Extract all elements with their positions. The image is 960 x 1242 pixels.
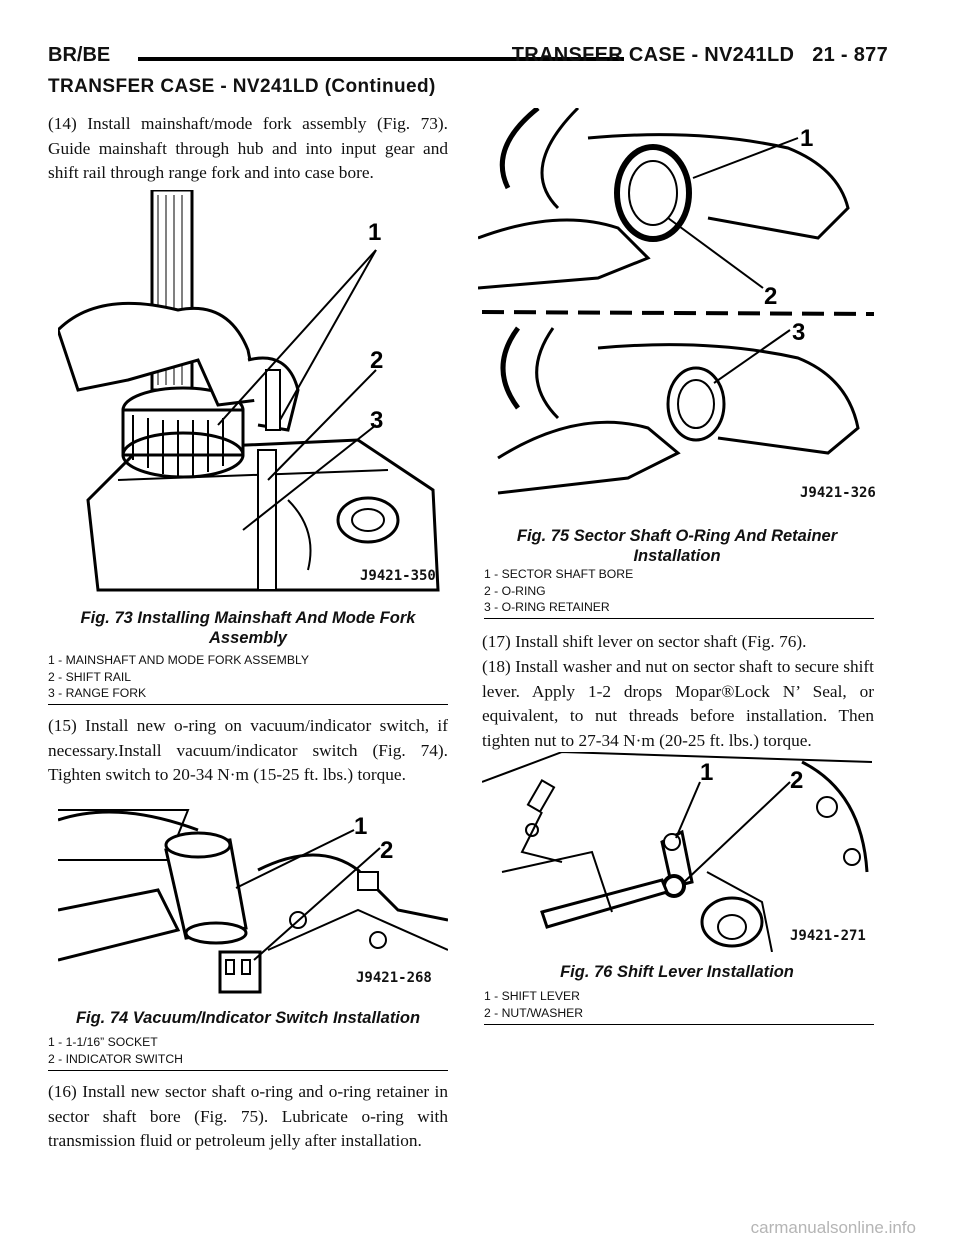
step-15: (15) Install new o-ring on vacuum/indicator switch, if necessary.Install vacuum/indicator switch (Fig. 74). Tighten switch to 20-34 N·m (15-25 ft. lbs.) torque. xyxy=(48,716,448,785)
fig76-callout-1: 1 xyxy=(700,759,714,786)
page-number: 21 - 877 xyxy=(812,44,888,66)
fig74-code: J9421-268 xyxy=(356,970,432,986)
fig75-caption-line2: Installation xyxy=(633,547,721,565)
fig75-code: J9421-326 xyxy=(800,485,876,501)
fig75-legend xyxy=(484,566,633,616)
fig75-callout-3: 3 xyxy=(792,319,806,346)
step-18: (18) Install washer and nut on sector shaft to secure shift lever. Apply 1-2 drops Mopar®Lock N’ Seal, or equivalent, to nut threads before installation. Then tighten nut to 27-34 N·m (20-25 ft. lbs.) torque. xyxy=(482,657,874,751)
fig76-rule xyxy=(484,1024,874,1025)
step-17: (17) Install shift lever on sector shaft (Fig. 76). xyxy=(482,632,807,651)
fig75-callout-2: 2 xyxy=(764,283,778,310)
fig75-caption xyxy=(482,526,872,566)
fig74-callout-2: 2 xyxy=(380,837,394,864)
fig73-caption-line1: Fig. 73 Installing Mainshaft And Mode Fork xyxy=(80,609,416,627)
fig75-legend-item: 2 - O-RING xyxy=(484,583,546,598)
fig74-callout-1: 1 xyxy=(354,813,368,840)
fig76-caption: Fig. 76 Shift Lever Installation xyxy=(560,963,794,981)
fig76-illustration xyxy=(482,752,872,952)
header-section-code: BR/BE xyxy=(48,44,111,66)
step-14: (14) Install mainshaft/mode fork assembly (Fig. 73). Guide mainshaft through hub and into input gear and shift rail through range fork and into case bore. xyxy=(48,114,448,183)
fig73-code: J9421-350 xyxy=(360,568,436,584)
fig73-illustration xyxy=(58,190,448,600)
fig75-callout-1: 1 xyxy=(800,125,814,152)
fig76-legend-item: 1 - SHIFT LEVER xyxy=(484,989,580,1003)
fig73-legend-item: 2 - SHIFT RAIL xyxy=(48,669,132,684)
fig73-callout-1: 1 xyxy=(368,219,382,246)
fig75-illustration xyxy=(478,108,878,498)
fig73-caption-line2: Assembly xyxy=(209,629,287,647)
fig74-legend-item: 1 - 1-1/16” SOCKET xyxy=(48,1035,158,1049)
fig73-legend-item: 3 - RANGE FORK xyxy=(48,686,147,700)
fig74-legend-item: 2 - INDICATOR SWITCH xyxy=(48,1051,183,1066)
footer-watermark[interactable]: carmanualsonline.info xyxy=(750,1218,916,1237)
fig73-legend-item: 1 - MAINSHAFT AND MODE FORK ASSEMBLY xyxy=(48,653,309,667)
step-16: (16) Install new sector shaft o-ring and o-ring retainer in sector shaft bore (Fig. 75). Lubricate o-ring with transmission fluid or petroleum jelly after installation. xyxy=(48,1082,448,1151)
fig73-caption xyxy=(48,608,448,648)
section-subheader: TRANSFER CASE - NV241LD (Continued) xyxy=(48,76,436,97)
fig76-legend xyxy=(484,988,583,1021)
fig73-rule xyxy=(48,704,448,705)
fig75-rule xyxy=(484,618,874,619)
fig73-legend xyxy=(48,652,309,702)
header-title xyxy=(512,44,888,67)
fig75-legend-item: 1 - SECTOR SHAFT BORE xyxy=(484,567,634,581)
fig76-code: J9421-271 xyxy=(790,928,866,944)
fig75-caption-line1: Fig. 75 Sector Shaft O-Ring And Retainer xyxy=(516,527,838,545)
fig75-legend-item: 3 - O-RING RETAINER xyxy=(484,600,610,614)
fig76-callout-2: 2 xyxy=(790,767,804,794)
fig76-legend-item: 2 - NUT/WASHER xyxy=(484,1005,584,1020)
fig74-caption: Fig. 74 Vacuum/Indicator Switch Installation xyxy=(75,1009,421,1027)
fig73-callout-3: 3 xyxy=(370,407,384,434)
fig74-legend xyxy=(48,1034,183,1067)
fig73-callout-2: 2 xyxy=(370,347,384,374)
header-chapter-title: TRANSFER CASE - NV241LD xyxy=(511,44,795,66)
fig74-rule xyxy=(48,1070,448,1071)
